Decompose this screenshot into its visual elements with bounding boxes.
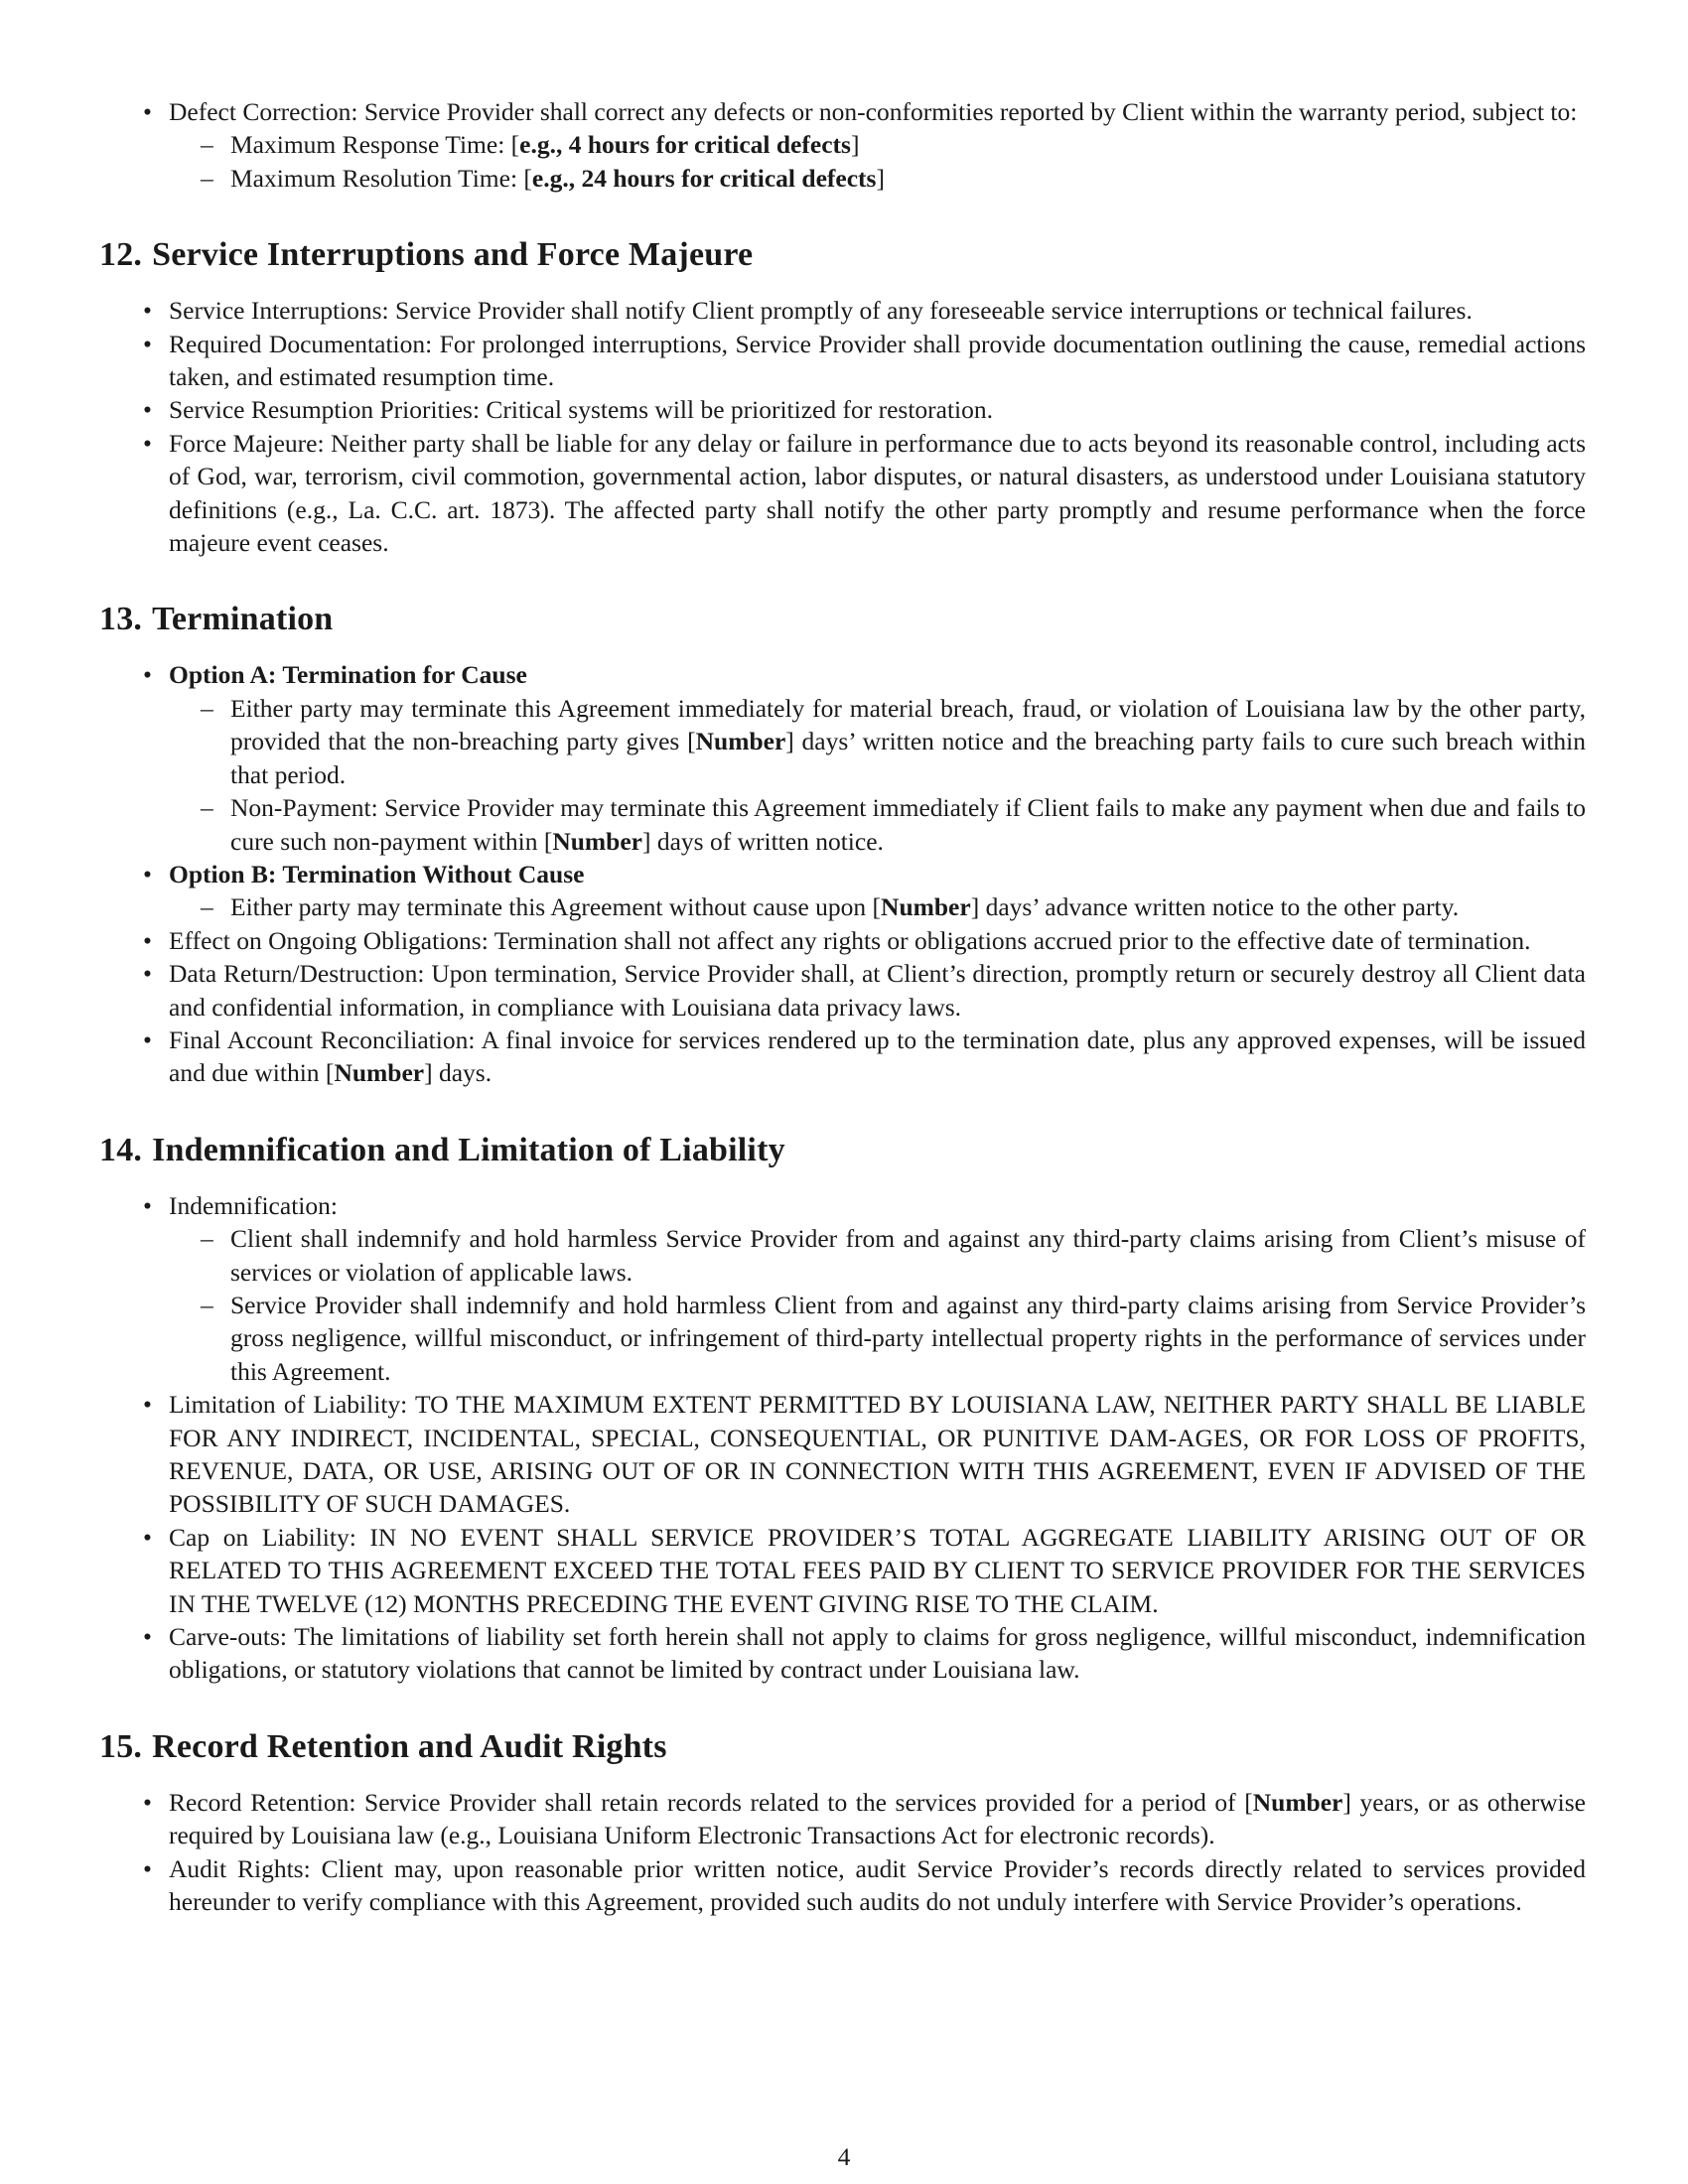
text: Record Retention: Service Provider shall retain records related to the services provided for a period of [: [169, 1787, 1253, 1817]
placeholder: Number: [334, 1058, 425, 1088]
section-13-heading: [99, 599, 1586, 640]
option-b-sublist: [169, 890, 1586, 923]
list-item: • Cap on Liability: IN NO EVENT SHALL SERVICE PROVIDER’S TOTAL AGGREGATE LIABILITY ARISING OUT OF OR RELATED TO THIS AGREEMENT EXCEED THE TOTAL FEES PAID BY CLIENT TO SERVICE PROVIDER FOR THE SERVICES IN THE TWELVE (12) MONTHS PRECEDING THE EVENT GIVING RISE TO THE CLAIM.: [169, 1521, 1586, 1620]
section-number: 14.: [99, 1131, 143, 1168]
list-item: • Required Documentation: For prolonged interruptions, Service Provider shall provide documentation outlining the cause, remedial actions taken, and estimated resumption time.: [169, 328, 1586, 394]
text: Either party may terminate this Agreement without cause upon [: [230, 892, 882, 922]
list-item: • Force Majeure: Neither party shall be liable for any delay or failure in performance due to acts beyond its reasonable control, including acts of God, war, terrorism, civil commotion, governmental action, labor disputes, or natural disasters, as understood under Louisiana statutory definitions (e.g., La. C.C. art. 1873). The affected party shall notify the other party promptly and resume performance when the force majeure event ceases.: [169, 427, 1586, 560]
section-title: Service Interruptions and Force Majeure: [152, 236, 754, 274]
text: ] days’ written notice and the breaching party fails to cure such breach within that period.: [230, 727, 1586, 789]
text: ] days.: [424, 1058, 492, 1088]
resolution-time-label: Maximum Resolution Time: [: [230, 163, 532, 193]
list-item: • Audit Rights: Client may, upon reasonable prior written notice, audit Service Provider’s records directly related to services provided hereunder to verify compliance with this Agreement, provided such audits do not unduly interfere with Service Provider’s operations.: [169, 1852, 1586, 1919]
list-item: [230, 692, 1586, 791]
page-number: 4: [837, 2142, 851, 2171]
section-title: Indemnification and Limitation of Liability: [152, 1131, 785, 1168]
option-b-label: Option B: Termination Without Cause: [169, 859, 585, 888]
text: Final Account Reconciliation: A final invoice for services rendered up to the termination date, plus any approved expenses, will be issued and due within [: [169, 1024, 1586, 1088]
page-content: [99, 95, 1586, 1918]
option-b-item: [169, 858, 1586, 924]
option-a-label: Option A: Termination for Cause: [169, 660, 527, 690]
defect-correction-item: [169, 95, 1586, 195]
list-item: [169, 1024, 1586, 1090]
list-item: • Effect on Ongoing Obligations: Termination shall not affect any rights or obligations accrued prior to the effective date of termination.: [169, 924, 1586, 957]
section-title: Termination: [152, 601, 334, 638]
section-12-list: [99, 294, 1586, 559]
section-title: Record Retention and Audit Rights: [152, 1727, 667, 1765]
list-item: – Client shall indemnify and hold harmless Service Provider from and against any third-party claims arising from Client’s misuse of services or violation of applicable laws.: [230, 1222, 1586, 1289]
section-number: 15.: [99, 1727, 143, 1765]
resolution-time-item: [230, 162, 1586, 195]
section-12-heading: [99, 234, 1586, 276]
list-item: • Service Interruptions: Service Provider shall notify Client promptly of any foreseeable service interruptions or technical failures.: [169, 294, 1586, 327]
response-time-value: e.g., 4 hours for critical defects: [519, 130, 851, 160]
indemnification-item: [169, 1189, 1586, 1388]
list-item: • Limitation of Liability: TO THE MAXIMUM EXTENT PERMITTED BY LOUISIANA LAW, NEITHER PARTY SHALL BE LIABLE FOR ANY INDIRECT, INCIDENTAL, SPECIAL, CONSEQUENTIAL, OR PUNITIVE DAM-AGES, OR FOR LOSS OF PROFITS, REVENUE, DATA, OR USE, ARISING OUT OF OR IN CONNECTION WITH THIS AGREEMENT, EVEN IF ADVISED OF THE POSSIBILITY OF SUCH DAMAGES.: [169, 1388, 1586, 1521]
section-number: 12.: [99, 236, 143, 274]
bracket-close: ]: [850, 130, 860, 160]
option-a-item: [169, 658, 1586, 857]
section-15-heading: [99, 1726, 1586, 1768]
list-item: – Service Provider shall indemnify and hold harmless Client from and against any third-party claims arising from Service Provider’s gross negligence, willful misconduct, or infringement of third-party intellectual property rights in the performance of services under this Agreement.: [230, 1289, 1586, 1388]
list-item: • Service Resumption Priorities: Critical systems will be prioritized for restoration.: [169, 393, 1586, 426]
defect-sublist: [169, 128, 1586, 195]
list-item: [230, 890, 1586, 923]
text: ] days’ advance written notice to the other party.: [970, 892, 1460, 922]
placeholder: Number: [1252, 1787, 1343, 1817]
resolution-time-value: e.g., 24 hours for critical defects: [531, 163, 877, 193]
response-time-item: [230, 128, 1586, 161]
bracket-close: ]: [876, 163, 885, 193]
list-item: [230, 791, 1586, 858]
indemnification-label: Indemnification:: [169, 1190, 338, 1220]
defect-correction-text: Defect Correction: Service Provider shall correct any defects or non-conformities reported by Client within the warranty period, subject to:: [169, 97, 1578, 126]
option-a-sublist: [169, 692, 1586, 858]
text: Non-Payment: Service Provider may terminate this Agreement immediately if Client fails to make any payment when due and fails to cure such non-payment within [: [230, 793, 1586, 856]
text: Either party may terminate this Agreement immediately for material breach, fraud, or violation of Louisiana law by the other party, provided that the non-breaching party gives [: [230, 693, 1586, 756]
text: ] days of written notice.: [642, 826, 884, 856]
text: ] years, or as otherwise required by Louisiana law (e.g., Louisiana Uniform Electronic Transactions Act for electronic records).: [169, 1787, 1586, 1850]
section-14-list: [99, 1189, 1586, 1687]
continuation-list: [99, 95, 1586, 195]
list-item: • Data Return/Destruction: Upon termination, Service Provider shall, at Client’s direction, promptly return or securely destroy all Client data and confidential information, in compliance with Louisiana data privacy laws.: [169, 957, 1586, 1024]
placeholder: Number: [881, 892, 971, 922]
list-item: [169, 1786, 1586, 1852]
indemnification-sublist: [169, 1222, 1586, 1388]
section-number: 13.: [99, 601, 143, 638]
section-15-list: [99, 1786, 1586, 1919]
list-item: • Carve-outs: The limitations of liability set forth herein shall not apply to claims for gross negligence, willful misconduct, indemnification obligations, or statutory violations that cannot be limited by contract under Louisiana law.: [169, 1620, 1586, 1687]
section-13-list: [99, 658, 1586, 1089]
section-14-heading: [99, 1130, 1586, 1171]
response-time-label: Maximum Response Time: [: [230, 130, 520, 160]
placeholder: Number: [552, 826, 642, 856]
placeholder: Number: [695, 727, 786, 756]
